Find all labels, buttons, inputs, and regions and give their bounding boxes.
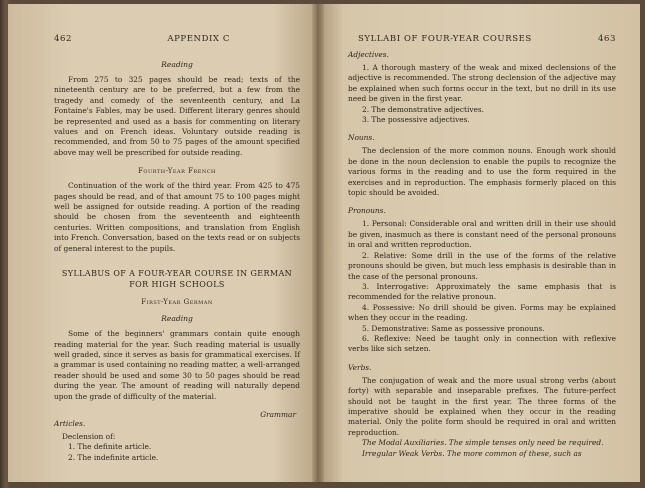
pronouns-item: 1. Personal: Considerable oral and written drill in their use should be given, inasmuch as there is constant need of the personal pronouns in oral and written reproduction. [348,219,616,250]
adjectives-item: 1. A thorough mastery of the weak and mixed declensions of the adjective is recommended. The strong declension of the adjective may be explained when such forms occur in the text, but no drill in its use need be given in the first year. [348,63,616,104]
syllabus-heading-line1: SYLLABUS OF A FOUR-YEAR COURSE IN GERMAN [61,269,293,279]
reading-paragraph: From 275 to 325 pages should be read; texts of the nineteenth century are to be preferred, but a few from the tragedy and comedy of the seventeenth century, and La Fontaine's Fables, may be used. Different literary genres should be represented and used as a basis for commenting on literary values and on French ideas. Voluntary outside reading is recommended, and from 50 to 75 pages of the amount specified above may well be prescribed for outside reading. [54,75,300,157]
pronouns-item: 3. Interrogative: Approximately the same emphasis that is recommended for the relative pronoun. [348,281,616,302]
grammar-heading: Grammar [260,409,296,419]
pronouns-item: 2. Relative: Some drill in the use of the forms of the relative pronouns should be given, but much less emphasis is desirable than in the case of the personal pronouns. [348,250,616,281]
declension-label: Declension of: [62,431,116,441]
fourth-year-paragraph: Continuation of the work of the third year. From 425 to 475 pages should be read, and of that amount 75 to 100 pages might well be assigned for outside reading. A portion of the reading should be chosen from the seventeenth and eighteenth centuries. Written compositions, and translation from English into French. Conversation, based on the texts read or on subjects of general interest to the pupils. [54,181,300,253]
book-gutter [312,4,324,482]
right-page [318,4,640,482]
verbs-heading: Verbs. [348,362,372,372]
irregular-weak-verbs-line: Irregular Weak Verbs. The more common of these, such as [362,448,582,458]
article-item: 2. The indefinite article. [68,452,159,462]
left-running-title: APPENDIX C [167,34,230,44]
article-list [54,442,300,463]
first-year-heading: First-Year German [141,298,213,307]
german-reading-heading: Reading [161,314,193,324]
syllabus-heading [54,268,300,290]
right-running-title: SYLLABI OF FOUR-YEAR COURSES [358,34,532,44]
nouns-paragraph: The declension of the more common nouns. Enough work should be done in the noun declension to enable the pupils to recognize the various forms in the reading and to use the form required in the exercises and in reproduction. The emphasis formerly placed on this topic should be avoided. [348,146,616,198]
verbs-paragraph: The conjugation of weak and the more usual strong verbs (about forty) with separable and inseparable prefixes. The future-perfect should not be taught in the first year. The three forms of the imperative should be explained when they occur in the reading material. Only the polite form should be required in oral and written reproduction. [348,375,616,437]
right-page-number: 463 [597,34,616,44]
modal-auxiliaries-line: The Modal Auxiliaries. The simple tenses only need be required. [362,438,604,448]
right-running-head [348,34,616,44]
article-item: 1. The definite article. [68,442,152,452]
left-running-head [54,34,300,44]
pronouns-item: 5. Demonstrative: Same as possessive pronouns. [362,323,545,333]
fourth-year-heading: Fourth-Year French [138,167,216,176]
pronouns-item: 6. Reflexive: Need be taught only in connection with reflexive verbs like sich setzen. [348,333,616,354]
nouns-heading: Nouns. [348,133,375,143]
adjectives-item: 2. The demonstrative adjectives. [362,104,485,114]
german-reading-paragraph: Some of the beginners' grammars contain quite enough reading material for the year. Such reading material is usually well graded, since it serves as basis for grammatical exercises. If a grammar is used containing no reading matter, a well-arranged reader should be used and some 30 to 50 pages should be read during the year. The amount of reading will naturally depend upon the grade of difficulty of the material. [54,329,300,401]
pronouns-heading: Pronouns. [348,206,386,216]
left-page-number: 462 [54,34,73,44]
left-page [8,4,318,482]
syllabus-heading-line2: FOR HIGH SCHOOLS [129,280,225,290]
adjectives-heading: Adjectives. [348,50,389,59]
reading-heading: Reading [161,60,193,69]
pronouns-item: 4. Possessive: No drill should be given. Forms may be explained when they occur in the reading. [348,302,616,323]
articles-heading: Articles. [54,418,86,428]
adjectives-item: 3. The possessive adjectives. [362,115,470,125]
